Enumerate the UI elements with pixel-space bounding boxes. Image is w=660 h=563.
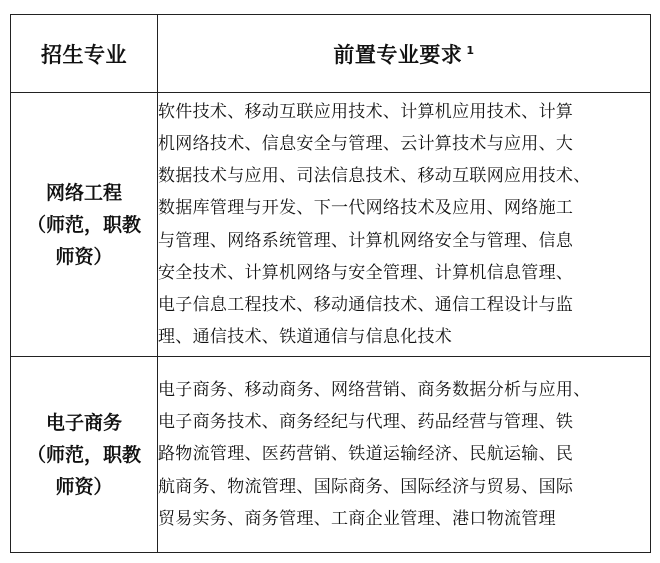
major-name: 电子商务	[45, 411, 122, 434]
requirement-line: 电子商务技术、商务经纪与代理、药品经营与管理、铁	[158, 412, 574, 433]
requirement-line: 电子信息工程技术、移动通信技术、通信工程设计与监	[158, 294, 574, 315]
requirement-line: 航商务、物流管理、国际商务、国际经济与贸易、国际	[158, 476, 574, 497]
requirements-table	[10, 14, 651, 553]
major-note: 师资）	[55, 245, 113, 268]
header-enrollment-major-text: 招生专业	[41, 42, 127, 67]
requirement-line: 安全技术、计算机网络与安全管理、计算机信息管理、	[158, 262, 574, 283]
table-row	[11, 93, 651, 357]
requirement-line: 与管理、网络系统管理、计算机网络安全与管理、信息	[158, 230, 574, 251]
footnote-marker: 1	[466, 43, 475, 57]
requirement-line: 电子商务、移动商务、网络营销、商务数据分析与应用、	[158, 379, 591, 400]
requirement-line: 机网络技术、信息安全与管理、云计算技术与应用、大	[158, 133, 574, 154]
requirement-line: 数据库管理与开发、下一代网络技术及应用、网络施工	[158, 198, 574, 219]
major-note: （师范，职教	[26, 213, 141, 236]
requirement-cell-e-commerce	[158, 357, 651, 553]
header-prerequisite-major-text: 前置专业要求	[333, 42, 463, 67]
requirement-line: 数据技术与应用、司法信息技术、移动互联网应用技术、	[158, 166, 591, 187]
requirement-line: 贸易实务、商务管理、工商企业管理、港口物流管理	[158, 508, 556, 529]
header-prerequisite-major	[158, 15, 651, 93]
major-cell-e-commerce	[11, 357, 158, 553]
table-header-row	[11, 15, 651, 93]
major-cell-network-engineering	[11, 93, 158, 357]
requirement-line: 软件技术、移动互联应用技术、计算机应用技术、计算	[158, 101, 574, 122]
table-row	[11, 357, 651, 553]
requirement-line: 理、通信技术、铁道通信与信息化技术	[158, 327, 453, 348]
header-enrollment-major	[11, 15, 158, 93]
requirement-line: 路物流管理、医药营销、铁道运输经济、民航运输、民	[158, 444, 574, 465]
major-name: 网络工程	[45, 181, 122, 204]
major-note: 师资）	[55, 475, 113, 498]
major-note: （师范，职教	[26, 443, 141, 466]
requirement-cell-network-engineering	[158, 93, 651, 357]
